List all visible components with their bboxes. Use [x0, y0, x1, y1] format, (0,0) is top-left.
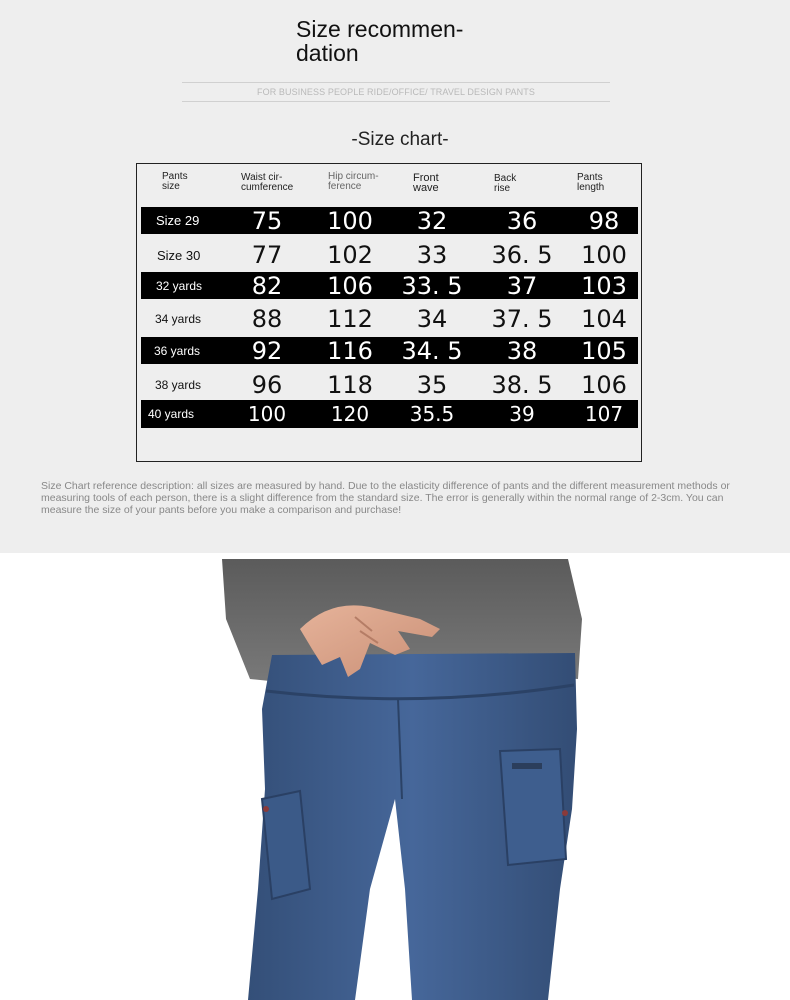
- length-cell: 107: [584, 402, 624, 426]
- header-back-rise: [494, 174, 516, 194]
- back-cell: 39: [509, 402, 535, 426]
- header-pants-size-line1: Pants: [162, 171, 188, 182]
- header-front-wave: [413, 173, 439, 193]
- hip-cell: 118: [327, 371, 373, 399]
- header-back-rise-line1: Back: [494, 173, 517, 184]
- header-pants-size: [162, 172, 188, 192]
- size-cell: Size 29: [156, 213, 200, 228]
- divider-bottom: [182, 101, 610, 102]
- size-chart-table: [136, 163, 642, 462]
- subtitle: FOR BUSINESS PEOPLE RIDE/OFFICE/ TRAVEL DESIGN PANTS: [257, 87, 535, 97]
- hip-cell: 106: [327, 271, 373, 300]
- page-title: [296, 17, 463, 65]
- table-row: [141, 369, 638, 401]
- header-front-wave-line2: wave: [413, 182, 439, 194]
- size-chart-title: -Size chart-: [351, 129, 449, 150]
- title-line-2: dation: [296, 40, 359, 66]
- pants-model-illustration: [0, 559, 790, 1000]
- waist-cell: 96: [251, 371, 283, 399]
- length-cell: 104: [581, 305, 627, 333]
- header-waist-line2: cumference: [241, 182, 294, 193]
- hip-cell: 116: [327, 336, 373, 365]
- header-back-rise-line2: rise: [494, 183, 511, 194]
- size-cell: 34 yards: [155, 312, 202, 326]
- back-cell: 36. 5: [491, 241, 553, 269]
- table-row: [141, 337, 638, 364]
- table-row: [141, 303, 638, 335]
- table-row: [141, 400, 638, 428]
- table-row: [141, 207, 638, 234]
- table-row: [141, 272, 638, 299]
- front-cell: 34: [416, 305, 448, 333]
- waist-cell: 77: [251, 241, 283, 269]
- back-cell: 38. 5: [491, 371, 553, 399]
- front-cell: 35.5: [409, 402, 455, 426]
- product-photo: [0, 559, 790, 1000]
- size-cell: 32 yards: [156, 278, 203, 293]
- header-waist: [241, 173, 293, 193]
- header-pants-length-line2: length: [577, 182, 605, 193]
- header-pants-length-line1: Pants: [577, 172, 603, 183]
- back-cell: 38: [506, 336, 538, 365]
- header-pants-length: [577, 173, 604, 193]
- hip-cell: 102: [327, 241, 373, 269]
- hip-cell: 112: [327, 305, 373, 333]
- size-cell: 40 yards: [148, 407, 195, 421]
- header-hip: [328, 172, 379, 192]
- waist-cell: 92: [251, 336, 283, 365]
- back-cell: 37. 5: [491, 305, 553, 333]
- length-cell: 100: [581, 241, 627, 269]
- waist-cell: 75: [251, 206, 283, 235]
- divider-top: [182, 82, 610, 83]
- title-line-1: Size recommen-: [296, 16, 464, 42]
- front-cell: 33. 5: [401, 271, 463, 300]
- hip-cell: 100: [327, 206, 373, 235]
- front-cell: 35: [416, 371, 448, 399]
- length-cell: 106: [581, 371, 627, 399]
- waist-cell: 88: [251, 305, 283, 333]
- back-cell: 36: [506, 206, 538, 235]
- hip-cell: 120: [330, 402, 370, 426]
- header-hip-line2: ference: [328, 181, 362, 192]
- front-cell: 34. 5: [401, 336, 463, 365]
- size-cell: 38 yards: [155, 378, 202, 392]
- waist-cell: 82: [251, 271, 283, 300]
- header-front-wave-line1: Front: [413, 172, 439, 184]
- table-row: [141, 239, 638, 271]
- size-cell: 36 yards: [154, 343, 201, 358]
- header-hip-line1: Hip circum-: [328, 171, 379, 182]
- size-cell: Size 30: [157, 247, 201, 263]
- header-waist-line1: Waist cir-: [241, 172, 283, 183]
- length-cell: 105: [581, 336, 627, 365]
- length-cell: 103: [581, 271, 627, 300]
- front-cell: 33: [416, 241, 448, 269]
- header-pants-size-line2: size: [162, 181, 180, 192]
- front-cell: 32: [416, 206, 448, 235]
- waist-cell: 100: [247, 402, 287, 426]
- back-cell: 37: [506, 271, 538, 300]
- length-cell: 98: [588, 206, 620, 235]
- size-chart-note: Size Chart reference description: all sizes are measured by hand. Due to the elasticity difference of pants and the different measurement methods or measuring tools of each person, there is a slight difference from the standard size. The error is generally within the normal range of 2-3cm. You can measure the size of your pants before you make a comparison and purchase!: [41, 480, 730, 516]
